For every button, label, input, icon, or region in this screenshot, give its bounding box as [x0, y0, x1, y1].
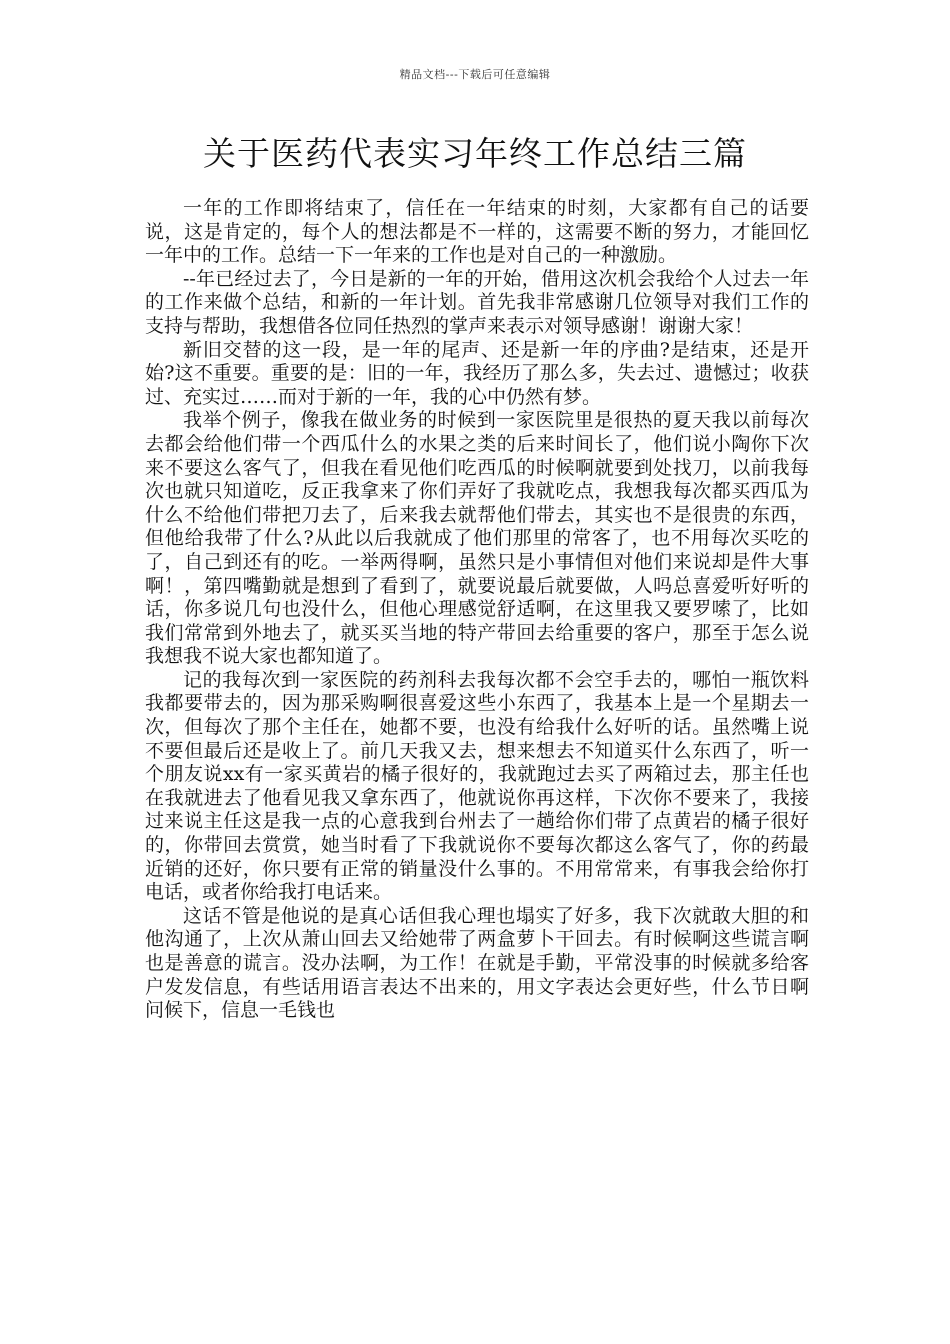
paragraph-4: 我举个例子，像我在做业务的时候到一家医院里是很热的夏天我以前每次去都会给他们带一个西瓜什么的水果之类的后来时间长了，他们说小陶你下次来不要这么客气了，但我在看见他们吃西瓜的时候啊就要到处找刀，以前我每次也就只知道吃，反正我拿来了你们弄好了我就吃点，我想我每次都买西瓜为什么不给他们带把刀去了，后来我去就帮他们带去，其实也不是很贵的东西，但他给我带了什么?从此以后我就成了他们那里的常客了，也不用每次买吃的了，自己到还有的吃。一举两得啊，虽然只是小事情但对他们来说却是件大事啊！，第四嘴勤就是想到了看到了，就要说最后就要做，人吗总喜爱听好听的话，你多说几句也没什么，但他心理感觉舒适啊，在这里我又要罗嗦了，比如我们常常到外地去了，就买买当地的特产带回去给重要的客户，那至于怎么说我想我不说大家也都知道了。	[145, 409, 809, 668]
paragraph-2: --年已经过去了，今日是新的一年的开始，借用这次机会我给个人过去一年的工作来做个总结，和新的一年计划。首先我非常感谢几位领导对我们工作的支持与帮助，我想借各位同任热烈的掌声来表示对领导感谢！谢谢大家！	[145, 267, 809, 337]
paragraph-6: 这话不管是他说的是真心话但我心理也塌实了好多，我下次就敢大胆的和他沟通了，上次从萧山回去又给她带了两盒萝卜干回去。有时候啊这些谎言啊也是善意的谎言。没办法啊，为工作！在就是手勤，平常没事的时候就多给客户发发信息，有些话用语言表达不出来的，用文字表达会更好些，什么节日啊问候下，信息一毛钱也	[145, 904, 809, 1022]
page-header-note: 精品文档---下载后可任意编辑	[399, 68, 551, 81]
paragraph-1: 一年的工作即将结束了，信任在一年结束的时刻，大家都有自己的话要说，这是肯定的，每个人的想法都是不一样的，这需要不断的努力，才能回忆一年中的工作。总结一下一年来的工作也是对自己的一种激励。	[145, 197, 809, 267]
document-title: 关于医药代表实习年终工作总结三篇	[203, 134, 747, 173]
paragraph-5: 记的我每次到一家医院的药剂科去我每次都不会空手去的，哪怕一瓶饮料我都要带去的，因为那采购啊很喜爱这些小东西了，我基本上是一个星期去一次，但每次了那个主任在，她都不要，也没有给我什么好听的话。虽然嘴上说不要但最后还是收上了。前几天我又去，想来想去不知道买什么东西了，听一个朋友说xx有一家买黄岩的橘子很好的，我就跑过去买了两箱过去，那主任也在我就进去了他看见我又拿东西了，他就说你再这样，下次你不要来了，我接过来说主任这是我一点的心意我到台州去了一趟给你们带了点黄岩的橘子很好的，你带回去赏赏，她当时看了下我就说你不要每次都这么客气了，你的药最近销的还好，你只要有正常的销量没什么事的。不用常常来，有事我会给你打电话，或者你给我打电话来。	[145, 668, 809, 904]
document-body	[145, 197, 809, 1023]
paragraph-3: 新旧交替的这一段，是一年的尾声、还是新一年的序曲?是结束，还是开始?这不重要。重要的是：旧的一年，我经历了那么多，失去过、遗憾过；收获过、充实过……而对于新的一年，我的心中仍然有梦。	[145, 338, 809, 408]
